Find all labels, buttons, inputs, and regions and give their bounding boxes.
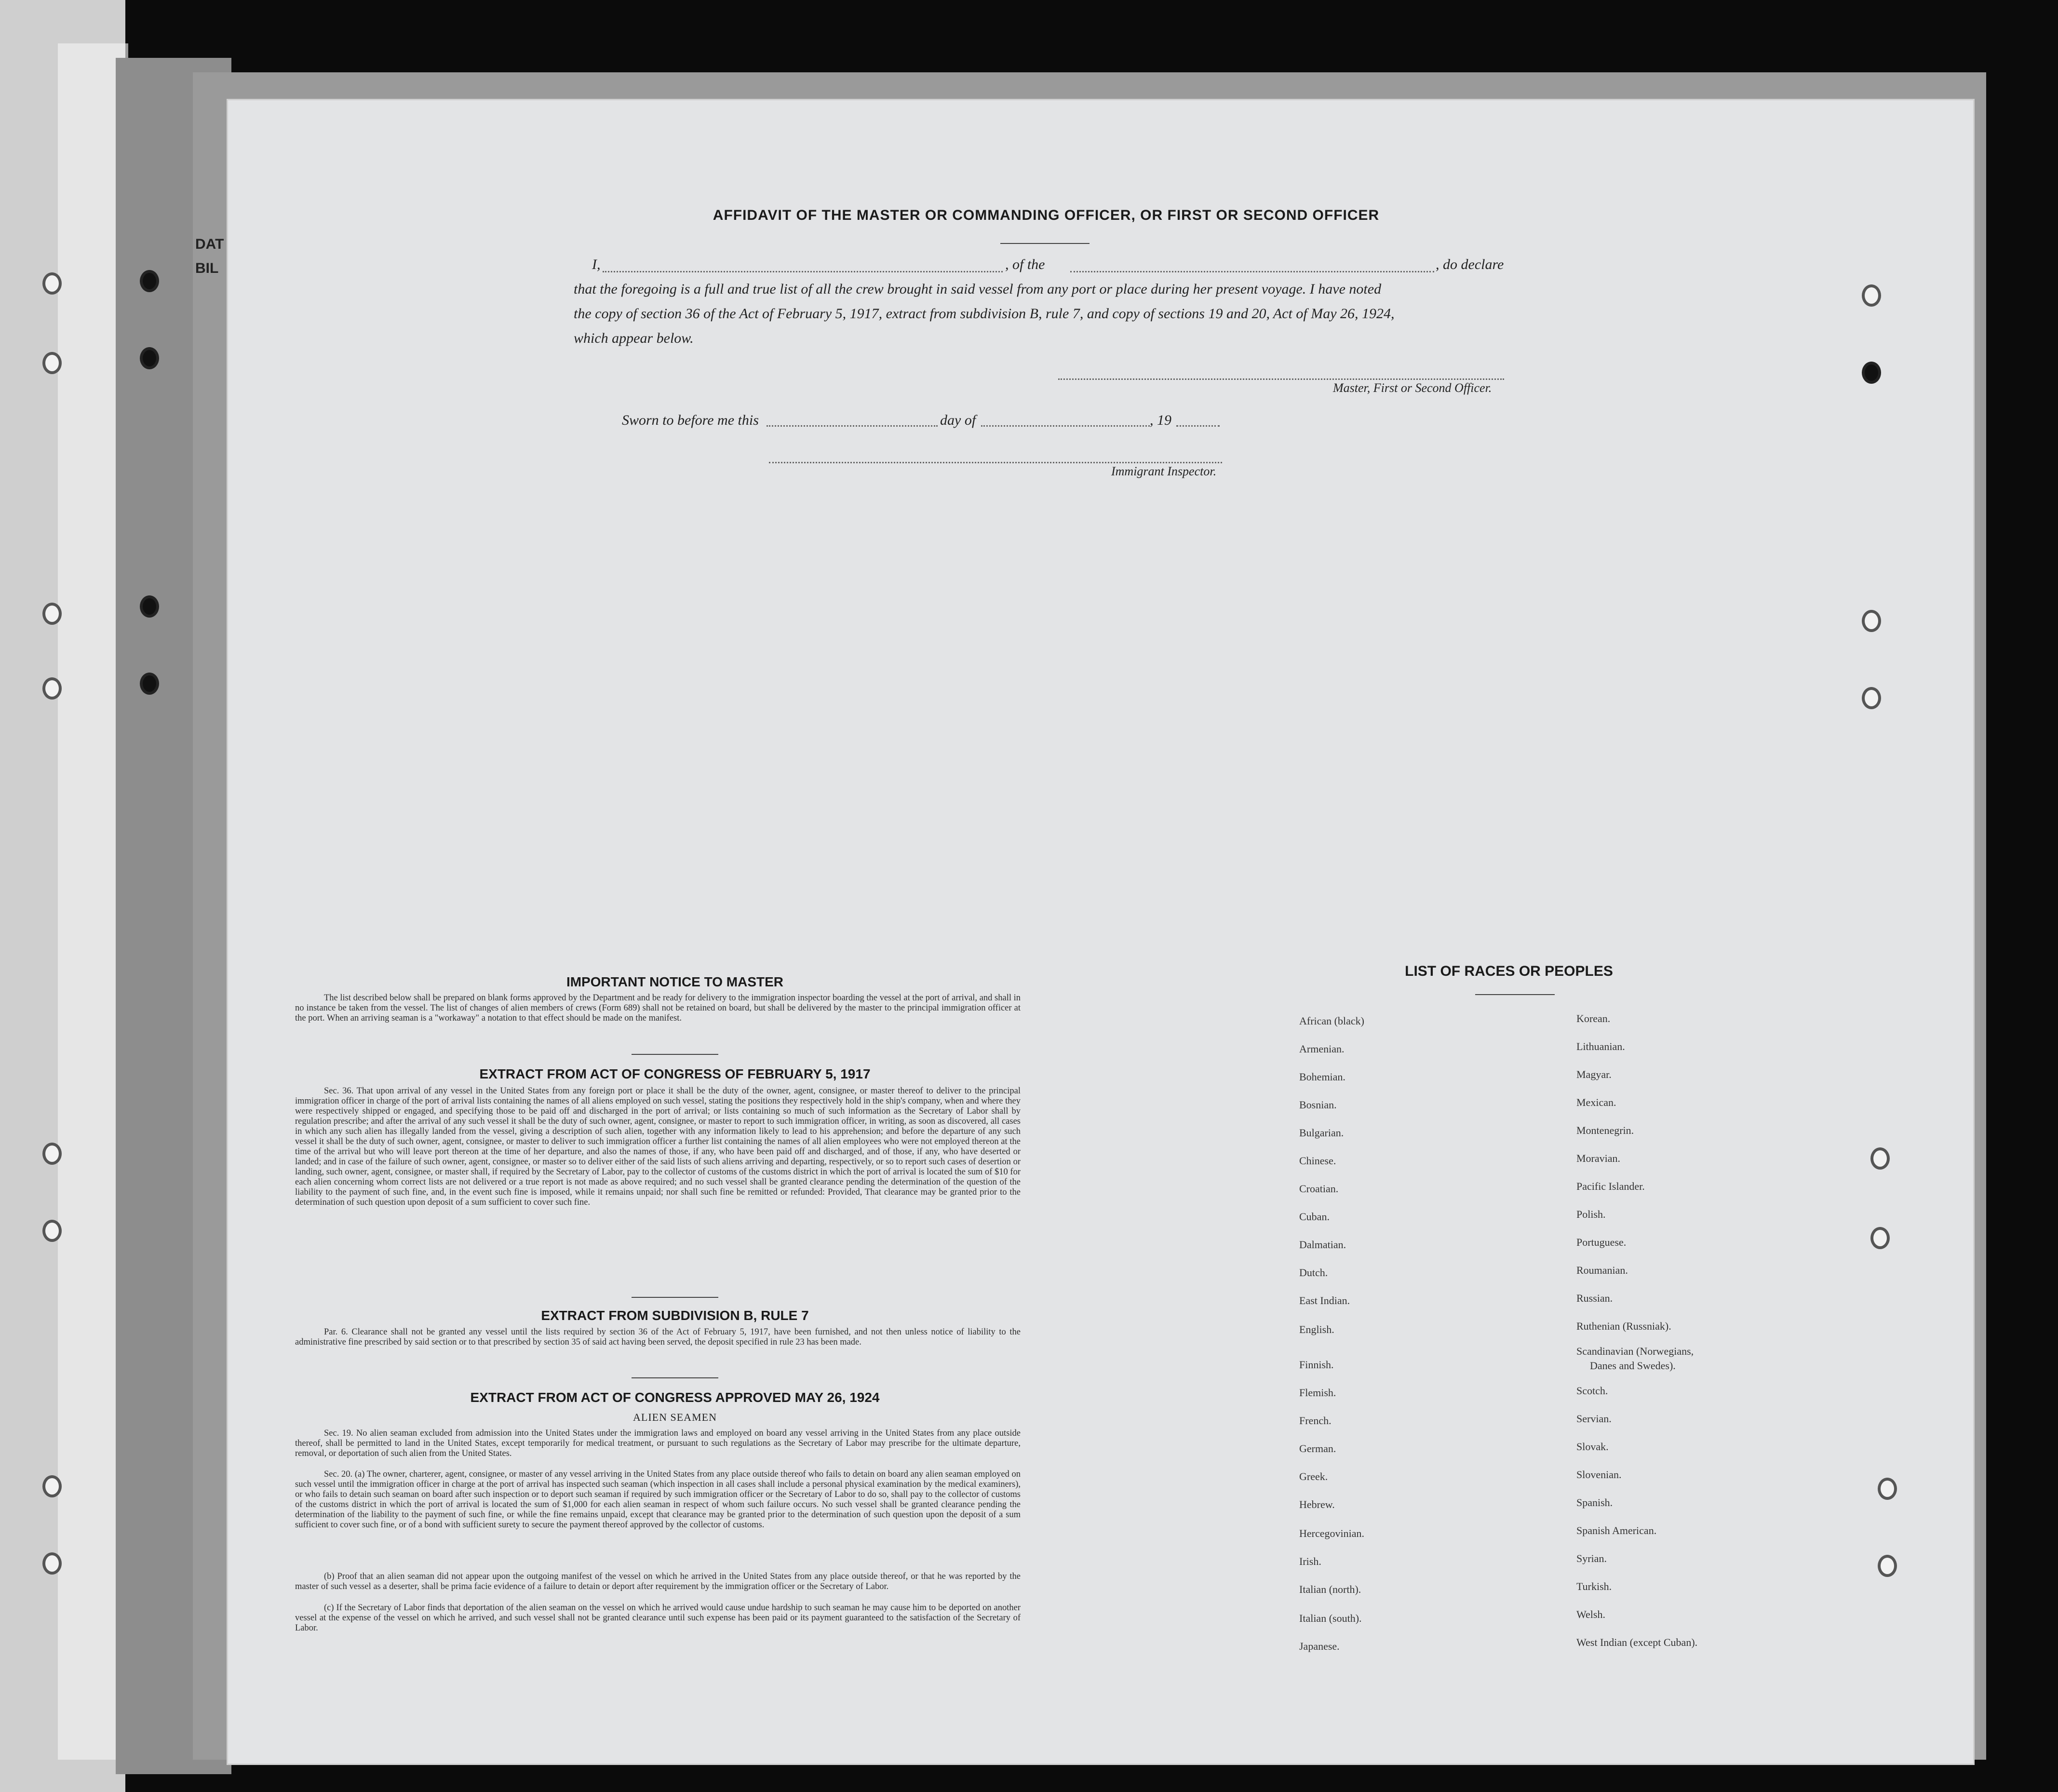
year-prefix: , 19 <box>1150 412 1171 428</box>
punch-hole <box>42 1475 62 1497</box>
partial-label-dat: DAT <box>195 236 224 252</box>
race-item: Italian (north). <box>1299 1583 1361 1595</box>
race-item: Danes and Swedes). <box>1590 1360 1676 1372</box>
title-rule <box>1000 243 1090 244</box>
race-item: Hercegovinian. <box>1299 1527 1364 1539</box>
race-item: Russian. <box>1576 1292 1613 1304</box>
race-item: Spanish. <box>1576 1496 1613 1509</box>
section-rule <box>632 1054 718 1055</box>
act-1924-subtitle: ALIEN SEAMEN <box>633 1411 717 1423</box>
sec-20a-body: Sec. 20. (a) The owner, charterer, agent, consignee, or master of any vessel arriving in the United States from any place outside thereof who fails to detain on board any alien seaman employed on such vessel until the immigration officer in charge at the port of arrival has inspected such seaman (which inspection in all cases shall include a personal physical examination by the medical examiners), or who fails to detain such seaman on board after such inspection or to deport such seaman if required by such immigration officer or the Secretary of Labor to do so, shall pay to the collector of customs of the customs district in which the port of arrival is located the sum of $1,000 for each alien seaman in respect of whom such failure occurs. No such vessel shall be granted clearance pending the determination of the liability to the payment of such fine, or while the fine remains unpaid, except that clearance may be granted prior to the determination of such question upon the deposit of a sum sufficient to cover such fine, or of a bond with sufficient surety to secure the payment thereof approved by the collector of customs. <box>295 1469 1021 1530</box>
master-caption: Master, First or Second Officer. <box>1333 381 1492 395</box>
punch-hole <box>42 1552 62 1575</box>
race-item: Servian. <box>1576 1413 1612 1425</box>
punch-hole <box>1878 1478 1897 1500</box>
month-blank <box>981 425 1150 427</box>
affidavit-line-2: that the foregoing is a full and true list of all the crew brought in said vessel from any port or place during her present voyage. I have noted <box>574 281 1382 297</box>
race-item: Bohemian. <box>1299 1071 1345 1083</box>
race-item: Pacific Islander. <box>1576 1180 1645 1192</box>
race-item: Mexican. <box>1576 1096 1616 1108</box>
race-item: Scotch. <box>1576 1385 1608 1397</box>
act-1917-body: Sec. 36. That upon arrival of any vessel in the United States from any foreign port or place it shall be the duty of the owner, agent, consignee, or master thereof to deliver to the principal immigration officer in charge of the port of arrival lists containing the names of all aliens employed on such vessel, stating the positions they respectively hold in the ship's company, when and where they were respectively shipped or engaged, and specifying those to be paid off and discharged in the port of arrival; or lists containing so much of such information as the Secretary of Labor shall by regulation prescribe; and after the arrival of any such vessel it shall be the duty of such owner, agent, consignee, or master to report to such immigration officer, in writing, as soon as discovered, all cases in which any such alien has illegally landed from the vessel, giving a description of such alien, together with any information likely to lead to his apprehension; and before the departure of any such vessel it shall be the duty of such owner, agent, consignee, or master to deliver to such immigration officer a further list containing the names of all alien employees who were not employed thereon at the time of the arrival but who will leave port thereon at the time of her departure, and also the names of those, if any, who have been paid off and discharged, and of those, if any, who have deserted or landed; and in case of the failure of such owner, agent, consignee, or master so to deliver either of the said lists of such aliens arriving and departing, respectively, or so to report such cases of desertion or landing, such owner, agent, consignee, or master shall, if required by the Secretary of Labor, pay to the collector of customs of the customs district in which the port of arrival is located the sum of $10 for each alien concerning whom correct lists are not delivered or a true report is not made as above required; and no such vessel shall be granted clearance pending the determination of the question of the liability to the payment of such fine, and, in the event such fine is imposed, while it remains unpaid; nor shall such fine be remitted or refunded: Provided, That clearance may be granted prior to the determination of such question upon deposit of a sum sufficient to cover such fine. <box>295 1086 1021 1207</box>
punch-hole <box>140 595 159 618</box>
race-item: Syrian. <box>1576 1552 1607 1564</box>
punch-hole <box>1862 687 1881 709</box>
race-item: Polish. <box>1576 1208 1606 1220</box>
race-item: Moravian. <box>1576 1152 1621 1164</box>
race-item: Flemish. <box>1299 1387 1336 1399</box>
punch-hole <box>42 677 62 700</box>
punch-hole <box>1862 362 1881 384</box>
affidavit-line-4: which appear below. <box>574 330 694 346</box>
punch-hole <box>42 352 62 374</box>
partial-label-bil: BIL <box>195 260 219 276</box>
punch-hole <box>140 270 159 292</box>
year-blank <box>1176 425 1220 427</box>
race-item: Turkish. <box>1576 1580 1612 1592</box>
sworn-prefix: Sworn to before me this <box>622 412 759 428</box>
race-item: Irish. <box>1299 1555 1321 1567</box>
race-item: Dutch. <box>1299 1267 1328 1279</box>
race-item: Slovak. <box>1576 1441 1609 1453</box>
day-blank <box>767 425 938 427</box>
sec-19-body: Sec. 19. No alien seaman excluded from admission into the United States under the immigration laws and employed on board any vessel arriving in the United States from any place outside thereof, shall be permitted to land in the United States, except temporarily for medical treatment, or pursuant to such regulations as the Secretary of Labor may prescribe for the ultimate departure, removal, or deportation of such alien from the United States. <box>295 1428 1021 1458</box>
notice-body: The list described below shall be prepared on blank forms approved by the Department and be ready for delivery to the immigration inspector boarding the vessel at the port of arrival, and shall in no instance be taken from the vessel. The list of changes of alien members of crews (Form 689) shall not be retained on board, but shall be delivered by the master to the principal immigration officer at the port. When an arriving seaman is a "workaway" a notation to that effect should be made on the manifest. <box>295 993 1021 1023</box>
race-item: Dalmatian. <box>1299 1239 1346 1251</box>
master-signature-line <box>1058 378 1504 380</box>
race-item: East Indian. <box>1299 1294 1350 1307</box>
punch-hole <box>1870 1227 1890 1249</box>
punch-hole <box>1862 284 1881 307</box>
race-item: Bosnian. <box>1299 1099 1337 1111</box>
affidavit-do-declare: , do declare <box>1436 256 1504 272</box>
punch-hole <box>140 673 159 695</box>
race-item: Welsh. <box>1576 1608 1605 1620</box>
race-item: Spanish American. <box>1576 1524 1657 1536</box>
race-item: Chinese. <box>1299 1155 1336 1167</box>
race-item: Bulgarian. <box>1299 1127 1344 1139</box>
section-rule <box>632 1297 718 1298</box>
act-1924-title: EXTRACT FROM ACT OF CONGRESS APPROVED MAY 26, 1924 <box>470 1390 880 1405</box>
race-item: French. <box>1299 1415 1332 1427</box>
race-item: Finnish. <box>1299 1359 1334 1371</box>
races-title: LIST OF RACES OR PEOPLES <box>1405 963 1613 979</box>
punch-hole <box>42 1143 62 1165</box>
sec-20b-body: (b) Proof that an alien seaman did not appear upon the outgoing manifest of the vessel on which he arrived in the United States from any place outside thereof, or that he was reported by the master of such vessel as a deserter, shall be prima facie evidence of a failure to detain or deport after requirement by the immigration officer or the Secretary of Labor. <box>295 1572 1021 1591</box>
race-item: Montenegrin. <box>1576 1124 1634 1136</box>
race-item: Hebrew. <box>1299 1498 1335 1510</box>
vessel-blank <box>1070 271 1434 272</box>
race-item: Scandinavian (Norwegians, <box>1576 1345 1694 1357</box>
race-item: Lithuanian. <box>1576 1040 1625 1052</box>
punch-hole <box>140 347 159 369</box>
punch-hole <box>42 272 62 295</box>
race-item: Japanese. <box>1299 1640 1340 1652</box>
race-item: Ruthenian (Russniak). <box>1576 1320 1671 1332</box>
race-item: Croatian. <box>1299 1183 1339 1195</box>
day-of-label: day of <box>940 412 976 428</box>
name-blank <box>603 271 1003 272</box>
notice-title: IMPORTANT NOTICE TO MASTER <box>566 974 784 989</box>
race-item: West Indian (except Cuban). <box>1576 1636 1698 1648</box>
race-item: Roumanian. <box>1576 1264 1628 1276</box>
race-item: German. <box>1299 1442 1336 1455</box>
race-item: Slovenian. <box>1576 1469 1622 1481</box>
race-item: English. <box>1299 1323 1334 1335</box>
punch-hole <box>1870 1147 1890 1170</box>
race-item: Portuguese. <box>1576 1236 1627 1248</box>
race-item: Italian (south). <box>1299 1612 1362 1624</box>
race-item: Armenian. <box>1299 1043 1345 1055</box>
affidavit-of-the: , of the <box>1005 256 1045 272</box>
section-rule <box>632 1377 718 1378</box>
affidavit-i: I, <box>592 256 601 272</box>
punch-hole <box>42 1220 62 1242</box>
race-item: Korean. <box>1576 1012 1611 1024</box>
rule-7-body: Par. 6. Clearance shall not be granted any vessel until the lists required by section 36 of the Act of February 5, 1917, have been furnished, and not then unless notice of liability to the administrative fine prescribed by said section or to that prescribed by section 35 of said act having been served, the deposit specified in rule 23 has been made. <box>295 1327 1021 1347</box>
rule-7-title: EXTRACT FROM SUBDIVISION B, RULE 7 <box>541 1308 809 1323</box>
race-item: Magyar. <box>1576 1068 1612 1080</box>
race-item: Cuban. <box>1299 1211 1330 1223</box>
affidavit-line-3: the copy of section 36 of the Act of February 5, 1917, extract from subdivision B, rule 7, and copy of sections 19 and 20, Act of May 26, 1924, <box>574 306 1395 322</box>
race-item: African (black) <box>1299 1015 1364 1027</box>
affidavit-title: AFFIDAVIT OF THE MASTER OR COMMANDING OFFICER, OR FIRST OR SECOND OFFICER <box>713 207 1380 223</box>
punch-hole <box>1862 610 1881 632</box>
act-1917-title: EXTRACT FROM ACT OF CONGRESS OF FEBRUARY 5, 1917 <box>479 1066 871 1081</box>
race-item: Greek. <box>1299 1470 1328 1482</box>
inspector-signature-line <box>769 462 1222 463</box>
punch-hole <box>42 603 62 625</box>
races-title-rule <box>1475 994 1555 995</box>
sec-20c-body: (c) If the Secretary of Labor finds that deportation of the alien seaman on the vessel on which he arrived would cause undue hardship to such seaman he may cause him to be deported on another vessel at the expense of the vessel on which he arrived, and such vessel shall not be granted clearance until such expense has been paid or its payment guaranteed to the satisfaction of the Secretary of Labor. <box>295 1603 1021 1633</box>
inspector-caption: Immigrant Inspector. <box>1111 464 1217 478</box>
punch-hole <box>1878 1555 1897 1577</box>
